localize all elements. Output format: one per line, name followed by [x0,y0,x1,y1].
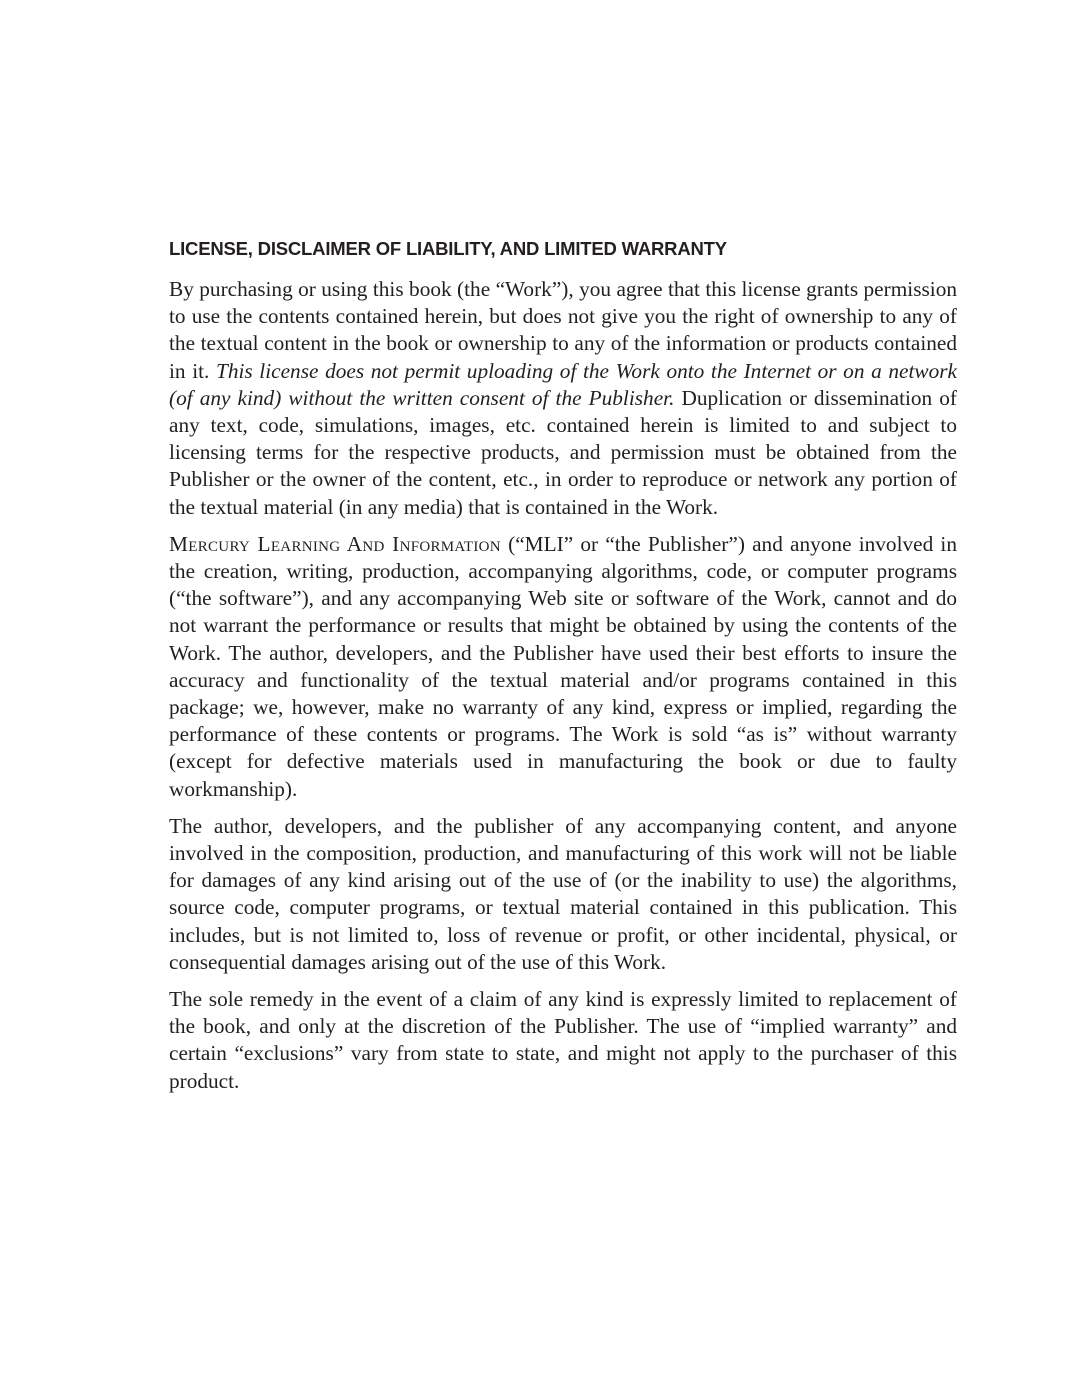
liability-paragraph: The author, developers, and the publisher of any accompanying content, and anyone involved in the composition, production, and manufacturing of this work will not be liable for damages of any kind arising out of the use of (or the inability to use) the algorithms, source code, computer programs, or textual material contained in this publication. This includes, but is not limited to, loss of revenue or profit, or other incidental, physical, or consequential damages arising out of the use of this Work. [169,813,957,974]
paragraph-text: By purchasing or using this book (the “Work”), you agree that this license grants permission to use the contents contained herein, but does not give you the right of ownership to any of the textual content in the book or ownership to any of the information or products contained in it. [169,277,957,383]
license-section [169,236,957,1105]
warranty-paragraph [169,531,957,803]
paragraph-text: Duplication or dissemination of any text, code, simulations, images, etc. contained herein is limited to and subject to licensing terms for the respective products, and permission must be obtained from the Publisher or the owner of the content, etc., in order to reproduce or network any portion of the textual material (in any media) that is contained in the Work. [169,385,958,519]
license-paragraph [169,276,957,521]
remedy-paragraph: The sole remedy in the event of a claim of any kind is expressly limited to replacement of the book, and only at the discretion of the Publisher. The use of “implied warranty” and certain “exclusions” vary from state to state, and might not apply to the purchaser of this product. [169,987,957,1093]
publisher-name: Mercury Learning And Information [169,531,501,556]
upload-restriction-text: This license does not permit uploading of the Work onto the Internet or on a network (of any kind) without the written consent of the Publisher. [169,358,957,410]
paragraph-text: (“MLI” or “the Publisher”) and anyone involved in the creation, writing, production, accompanying algorithms, code, or computer programs (“the software”), and any accompanying Web site or software of the Work, cannot and do not warrant the performance or results that might be obtained by using the contents of the Work. The author, developers, and the Publisher have used their best efforts to insure the accuracy and functionality of the textual material and/or programs contained in this package; we, however, make no warranty of any kind, express or implied, regarding the performance of these contents or programs. The Work is sold “as is” without warranty (except for defective materials used in manufacturing the book or due to faulty workmanship). [169,531,957,801]
section-heading: LICENSE, DISCLAIMER OF LIABILITY, AND LIMITED WARRANTY [169,238,727,259]
